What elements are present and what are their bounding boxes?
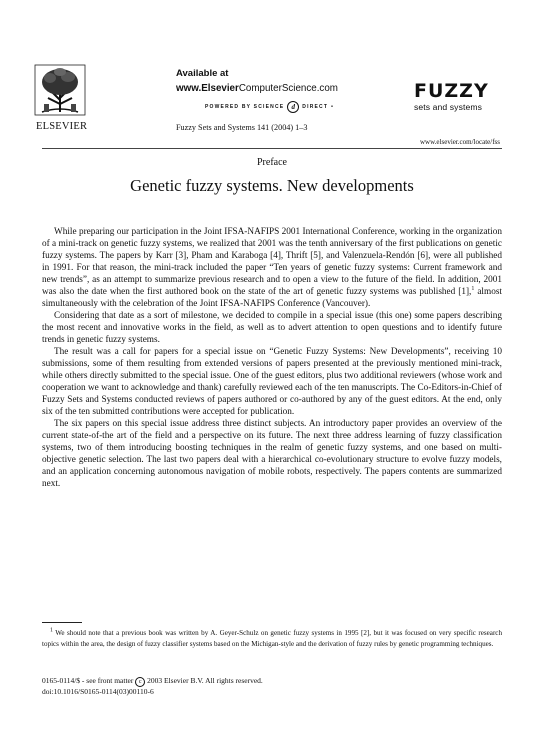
ecs-prefix: www.: [176, 83, 202, 94]
paragraph-2: Considering that date as a sort of milestone, we decided to compile in a special issue (this one) some papers describing the most recent and innovative works in the field, as well as to advert attention to open questions and to identify future trends in genetic fuzzy systems.: [42, 311, 502, 345]
front-matter-suffix: 2003 Elsevier B.V. All rights reserved.: [147, 676, 263, 685]
powered-by-sciencedirect: [205, 101, 334, 113]
copyright-line: [42, 676, 263, 687]
front-matter: [42, 676, 263, 698]
doi[interactable]: doi:10.1016/S0165-0114(03)00110-6: [42, 687, 154, 696]
journal-citation: Fuzzy Sets and Systems 141 (2004) 1–3: [176, 123, 308, 132]
ecs-suffix: ComputerScience.com: [238, 83, 338, 94]
paragraph-3: The result was a call for papers for a special issue on “Genetic Fuzzy Systems: New Developments”, receiving 10 submissions, some of them resulting from extended versions of papers presented at the previously mentioned mini-track, while others directly submitted to the special issue. One of the guest editors, plus two additional reviewers (whose work and cooperation we want to acknowledge and thank) carefully reviewed each of the ten manuscripts. The Co-Editors-in-Chief of Fuzzy Sets and Systems conducted reviews of papers authored or co-authored by any of the guest editors. At the end, only six of the ten submitted contributions were accepted for publication.: [42, 347, 502, 417]
journal-logo-main: FUZZY: [414, 80, 489, 102]
paragraph-4: The six papers on this special issue address three distinct subjects. An introductory paper provides an overview of the current state-of-the art of the field and a perspective on its future. The next three address learning of fuzzy classification systems, two of them introducing boosting techniques in the realm of genetic fuzzy systems, and one based on multi-objective genetic selection. The last two papers deal with a hierarchical co-evolutionary structure to evolve fuzzy models, and an application concerning autonomous navigation of mobile robots, respectively. The papers contents are summarized next.: [42, 419, 502, 489]
front-matter-prefix: 0165-0114/$ - see front matter: [42, 676, 134, 685]
footnote-mark: 1: [50, 627, 53, 634]
copyright-icon: c: [135, 677, 145, 687]
sciencedirect-icon: d: [287, 101, 299, 113]
ecs-brand: Elsevier: [201, 83, 239, 94]
available-at-label: Available at: [176, 68, 229, 79]
elsevier-cs-url[interactable]: [176, 83, 338, 94]
powered-suffix: DIRECT: [302, 104, 329, 110]
elsevier-tree-icon: [34, 64, 86, 116]
article-title: Genetic fuzzy systems. New developments: [130, 176, 414, 195]
journal-url-link[interactable]: www.elsevier.com/locate/fss: [419, 138, 500, 146]
footnote-divider: [42, 622, 82, 623]
powered-prefix: POWERED BY SCIENCE: [205, 104, 285, 110]
header-divider: [42, 148, 502, 149]
paragraph-1: [42, 226, 502, 310]
paragraph-1-part-b: almost simultaneously with the celebration of the Joint IFSA-NAFIPS Conference (Vancouver).: [42, 287, 502, 309]
footnote-marker[interactable]: 1: [471, 285, 475, 292]
journal-logo: [414, 82, 500, 112]
powered-mark: •: [331, 104, 335, 110]
footnote: [42, 628, 502, 649]
article-body: [42, 226, 502, 490]
paragraph-1-part-a: While preparing our participation in the Joint IFSA-NAFIPS 2001 International Conference, working in the organization of a mini-track on genetic fuzzy systems, we realized that 2001 was the tenth anniversary of the first publications on genetic fuzzy systems. The papers by Karr [3], Pham and Karaboga [4], Thrift [5], and Valenzuela-Rendón [6], were all published in 1991. For that reason, the mini-track included the paper “Ten years of genetic fuzzy systems: Current framework and new trends”, as an attempt to summarize previous research and to open a view to the future of the field. In addition, 2001 was also the date when the first authored book on the state of the art of genetic fuzzy systems was published [1],: [42, 227, 502, 297]
section-label: Preface: [257, 157, 287, 168]
journal-logo-sub: sets and systems: [414, 102, 482, 112]
footnote-text: We should note that a previous book was written by A. Geyer-Schulz on genetic fuzzy systems in 1995 [2], but it was focused on very specific research topics within the area, the design of fuzzy classifier systems based on the Michigan-style and the derivation of fuzzy rules by genetic programming techniques.: [42, 629, 502, 648]
publisher-name: ELSEVIER: [36, 121, 88, 132]
elsevier-logo: [34, 64, 86, 126]
